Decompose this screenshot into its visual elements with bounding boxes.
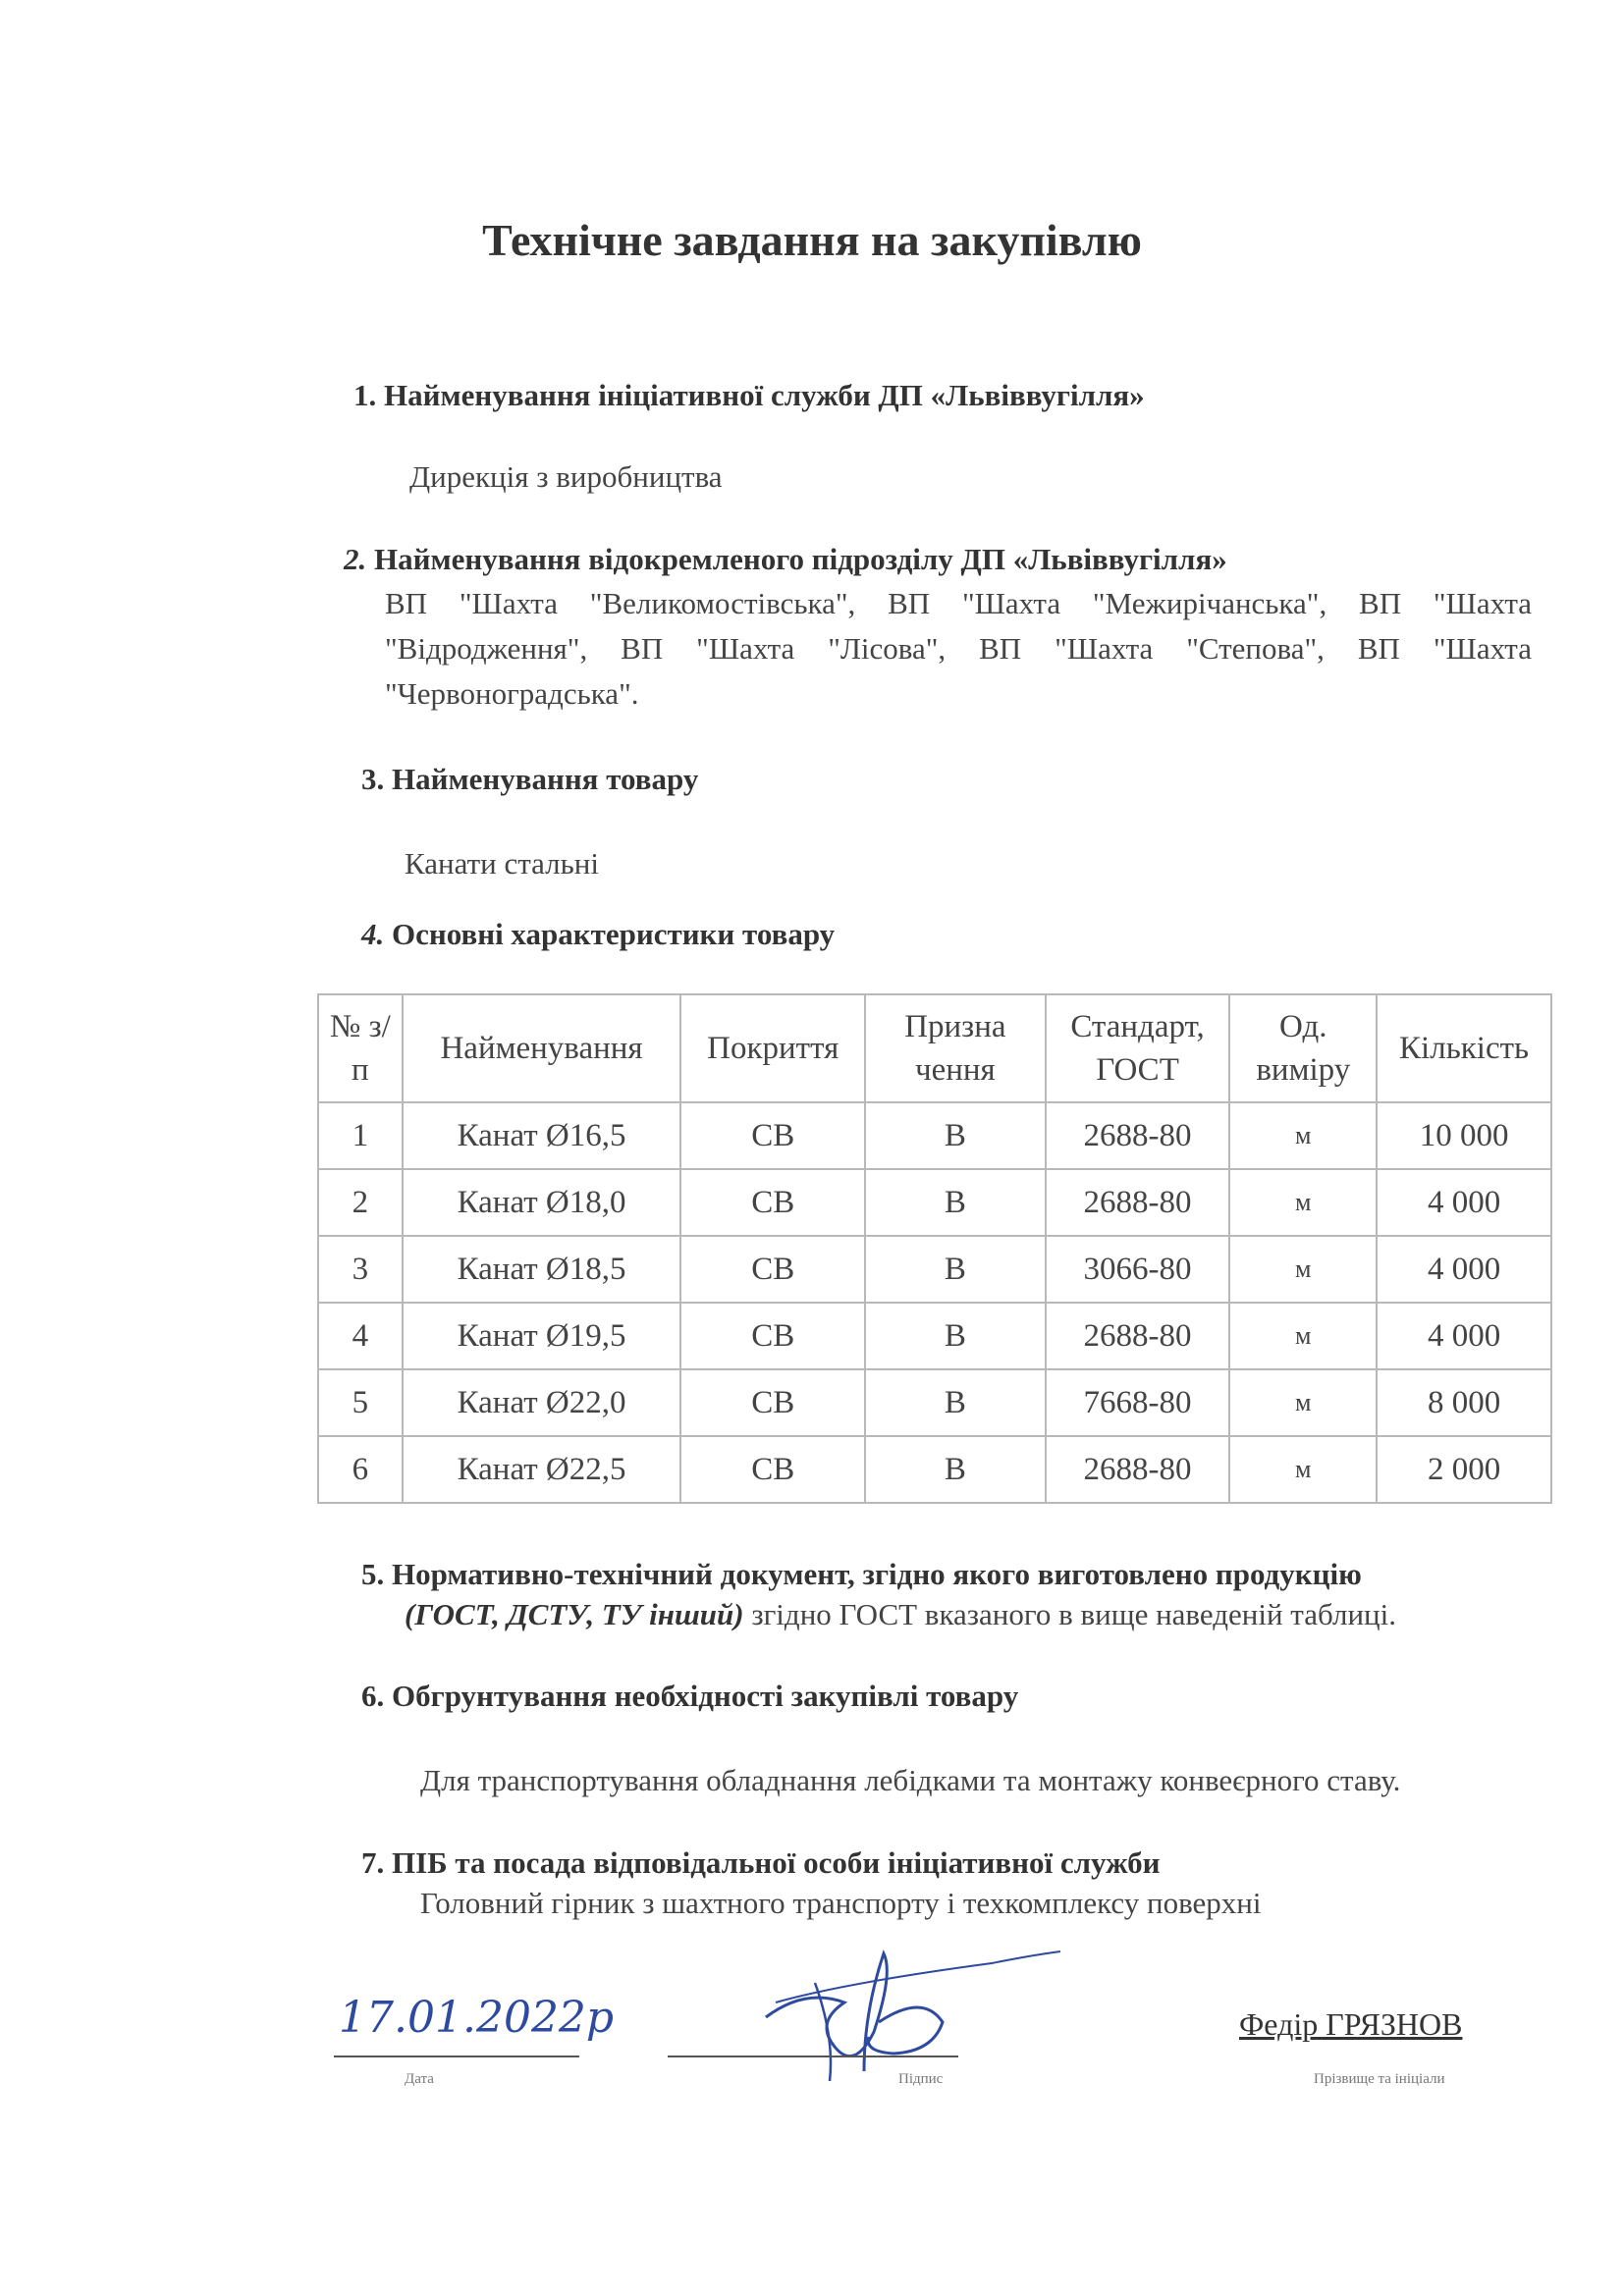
cell-name: Канат Ø18,5: [403, 1236, 681, 1303]
table-row: [318, 1303, 1551, 1369]
cell-unit: м: [1229, 1436, 1377, 1503]
cell-unit: м: [1229, 1169, 1377, 1236]
header-standard: Стандарт, ГОСТ: [1046, 994, 1230, 1102]
header-qty: Кількість: [1377, 994, 1551, 1102]
cell-purpose: В: [865, 1369, 1046, 1436]
cell-standard: 2688-80: [1046, 1303, 1230, 1369]
cell-name: Канат Ø18,0: [403, 1169, 681, 1236]
section-5-heading: 5. Нормативно-технічний документ, згідно якого виготовлено продукцію: [361, 1557, 1362, 1591]
section-2-heading: 2. Найменування відокремленого підрозділу ДП «Львіввугілля»: [344, 542, 1227, 576]
cell-unit: м: [1229, 1236, 1377, 1303]
cell-qty: 4 000: [1377, 1303, 1551, 1369]
cell-coating: СВ: [680, 1102, 865, 1169]
header-purpose: Призна чення: [865, 994, 1046, 1102]
section-5-text: (ГОСТ, ДСТУ, ТУ інший) згідно ГОСТ вказаного в вище наведеній таблиці.: [405, 1597, 1397, 1631]
cell-qty: 4 000: [1377, 1236, 1551, 1303]
cell-num: 4: [318, 1303, 403, 1369]
cell-purpose: В: [865, 1169, 1046, 1236]
table-row: [318, 1369, 1551, 1436]
cell-name: Канат Ø22,5: [403, 1436, 681, 1503]
cell-coating: СВ: [680, 1303, 865, 1369]
cell-name: Канат Ø16,5: [403, 1102, 681, 1169]
cell-purpose: В: [865, 1102, 1046, 1169]
date-caption: Дата: [405, 2071, 434, 2087]
cell-coating: СВ: [680, 1236, 865, 1303]
document-title: Технічне завдання на закупівлю: [482, 215, 1142, 265]
header-name: Найменування: [403, 994, 681, 1102]
cell-num: 1: [318, 1102, 403, 1169]
cell-qty: 2 000: [1377, 1436, 1551, 1503]
section-6-heading: 6. Обгрунтування необхідності закупівлі товару: [361, 1679, 1019, 1713]
signature-caption: Підпис: [898, 2071, 944, 2087]
section-4-heading: 4. Основні характеристики товару: [361, 917, 836, 951]
cell-num: 5: [318, 1369, 403, 1436]
cell-standard: 2688-80: [1046, 1169, 1230, 1236]
table-header-row: [318, 994, 1551, 1102]
table-row: [318, 1436, 1551, 1503]
cell-qty: 8 000: [1377, 1369, 1551, 1436]
cell-purpose: В: [865, 1436, 1046, 1503]
header-num: № з/п: [318, 994, 403, 1102]
date-line: [334, 2056, 579, 2057]
section-5-heading-cont: (ГОСТ, ДСТУ, ТУ інший): [405, 1597, 744, 1631]
section-2-text: ВП "Шахта "Великомостівська", ВП "Шахта "Межирічанська", ВП "Шахта "Відродження", ВП "Шахта "Лісова", ВП "Шахта "Степова", ВП "Шахта "Червоноградська".: [385, 586, 1532, 711]
table-row: [318, 1169, 1551, 1236]
cell-standard: 3066-80: [1046, 1236, 1230, 1303]
cell-unit: м: [1229, 1369, 1377, 1436]
cell-coating: СВ: [680, 1436, 865, 1503]
section-7-text: Головний гірник з шахтного транспорту і техкомплексу поверхні: [420, 1886, 1262, 1920]
section-1-heading: 1. Найменування ініціативної служби ДП «Львіввугілля»: [353, 378, 1145, 412]
handwritten-date: 17.01.2022р: [339, 1993, 615, 2043]
section-1-text: Дирекція з виробництва: [409, 459, 723, 494]
section-7-heading: 7. ПІБ та посада відповідальної особи ініціативної служби: [361, 1845, 1161, 1880]
section-6-text: Для транспортування обладнання лебідками та монтажу конвеєрного ставу.: [420, 1763, 1401, 1797]
cell-num: 3: [318, 1236, 403, 1303]
cell-purpose: В: [865, 1303, 1046, 1369]
section-3-text: Канати стальні: [405, 846, 599, 881]
cell-purpose: В: [865, 1236, 1046, 1303]
cell-standard: 7668-80: [1046, 1369, 1230, 1436]
cell-qty: 10 000: [1377, 1102, 1551, 1169]
signature-line: [668, 2056, 958, 2057]
signatory-name: Федір ГРЯЗНОВ: [1239, 2006, 1463, 2042]
cell-standard: 2688-80: [1046, 1436, 1230, 1503]
table-row: [318, 1236, 1551, 1303]
cell-qty: 4 000: [1377, 1169, 1551, 1236]
cell-unit: м: [1229, 1102, 1377, 1169]
cell-name: Канат Ø19,5: [403, 1303, 681, 1369]
cell-standard: 2688-80: [1046, 1102, 1230, 1169]
section-3-heading: 3. Найменування товару: [361, 762, 699, 796]
cell-name: Канат Ø22,0: [403, 1369, 681, 1436]
signature-image: [668, 1944, 1080, 2091]
name-caption: Прізвище та ініціали: [1314, 2071, 1445, 2087]
cell-num: 6: [318, 1436, 403, 1503]
cell-unit: м: [1229, 1303, 1377, 1369]
header-unit: Од. виміру: [1229, 994, 1377, 1102]
table-row: [318, 1102, 1551, 1169]
cell-num: 2: [318, 1169, 403, 1236]
header-coating: Покриття: [680, 994, 865, 1102]
characteristics-table: [317, 993, 1552, 1504]
cell-coating: СВ: [680, 1169, 865, 1236]
cell-coating: СВ: [680, 1369, 865, 1436]
